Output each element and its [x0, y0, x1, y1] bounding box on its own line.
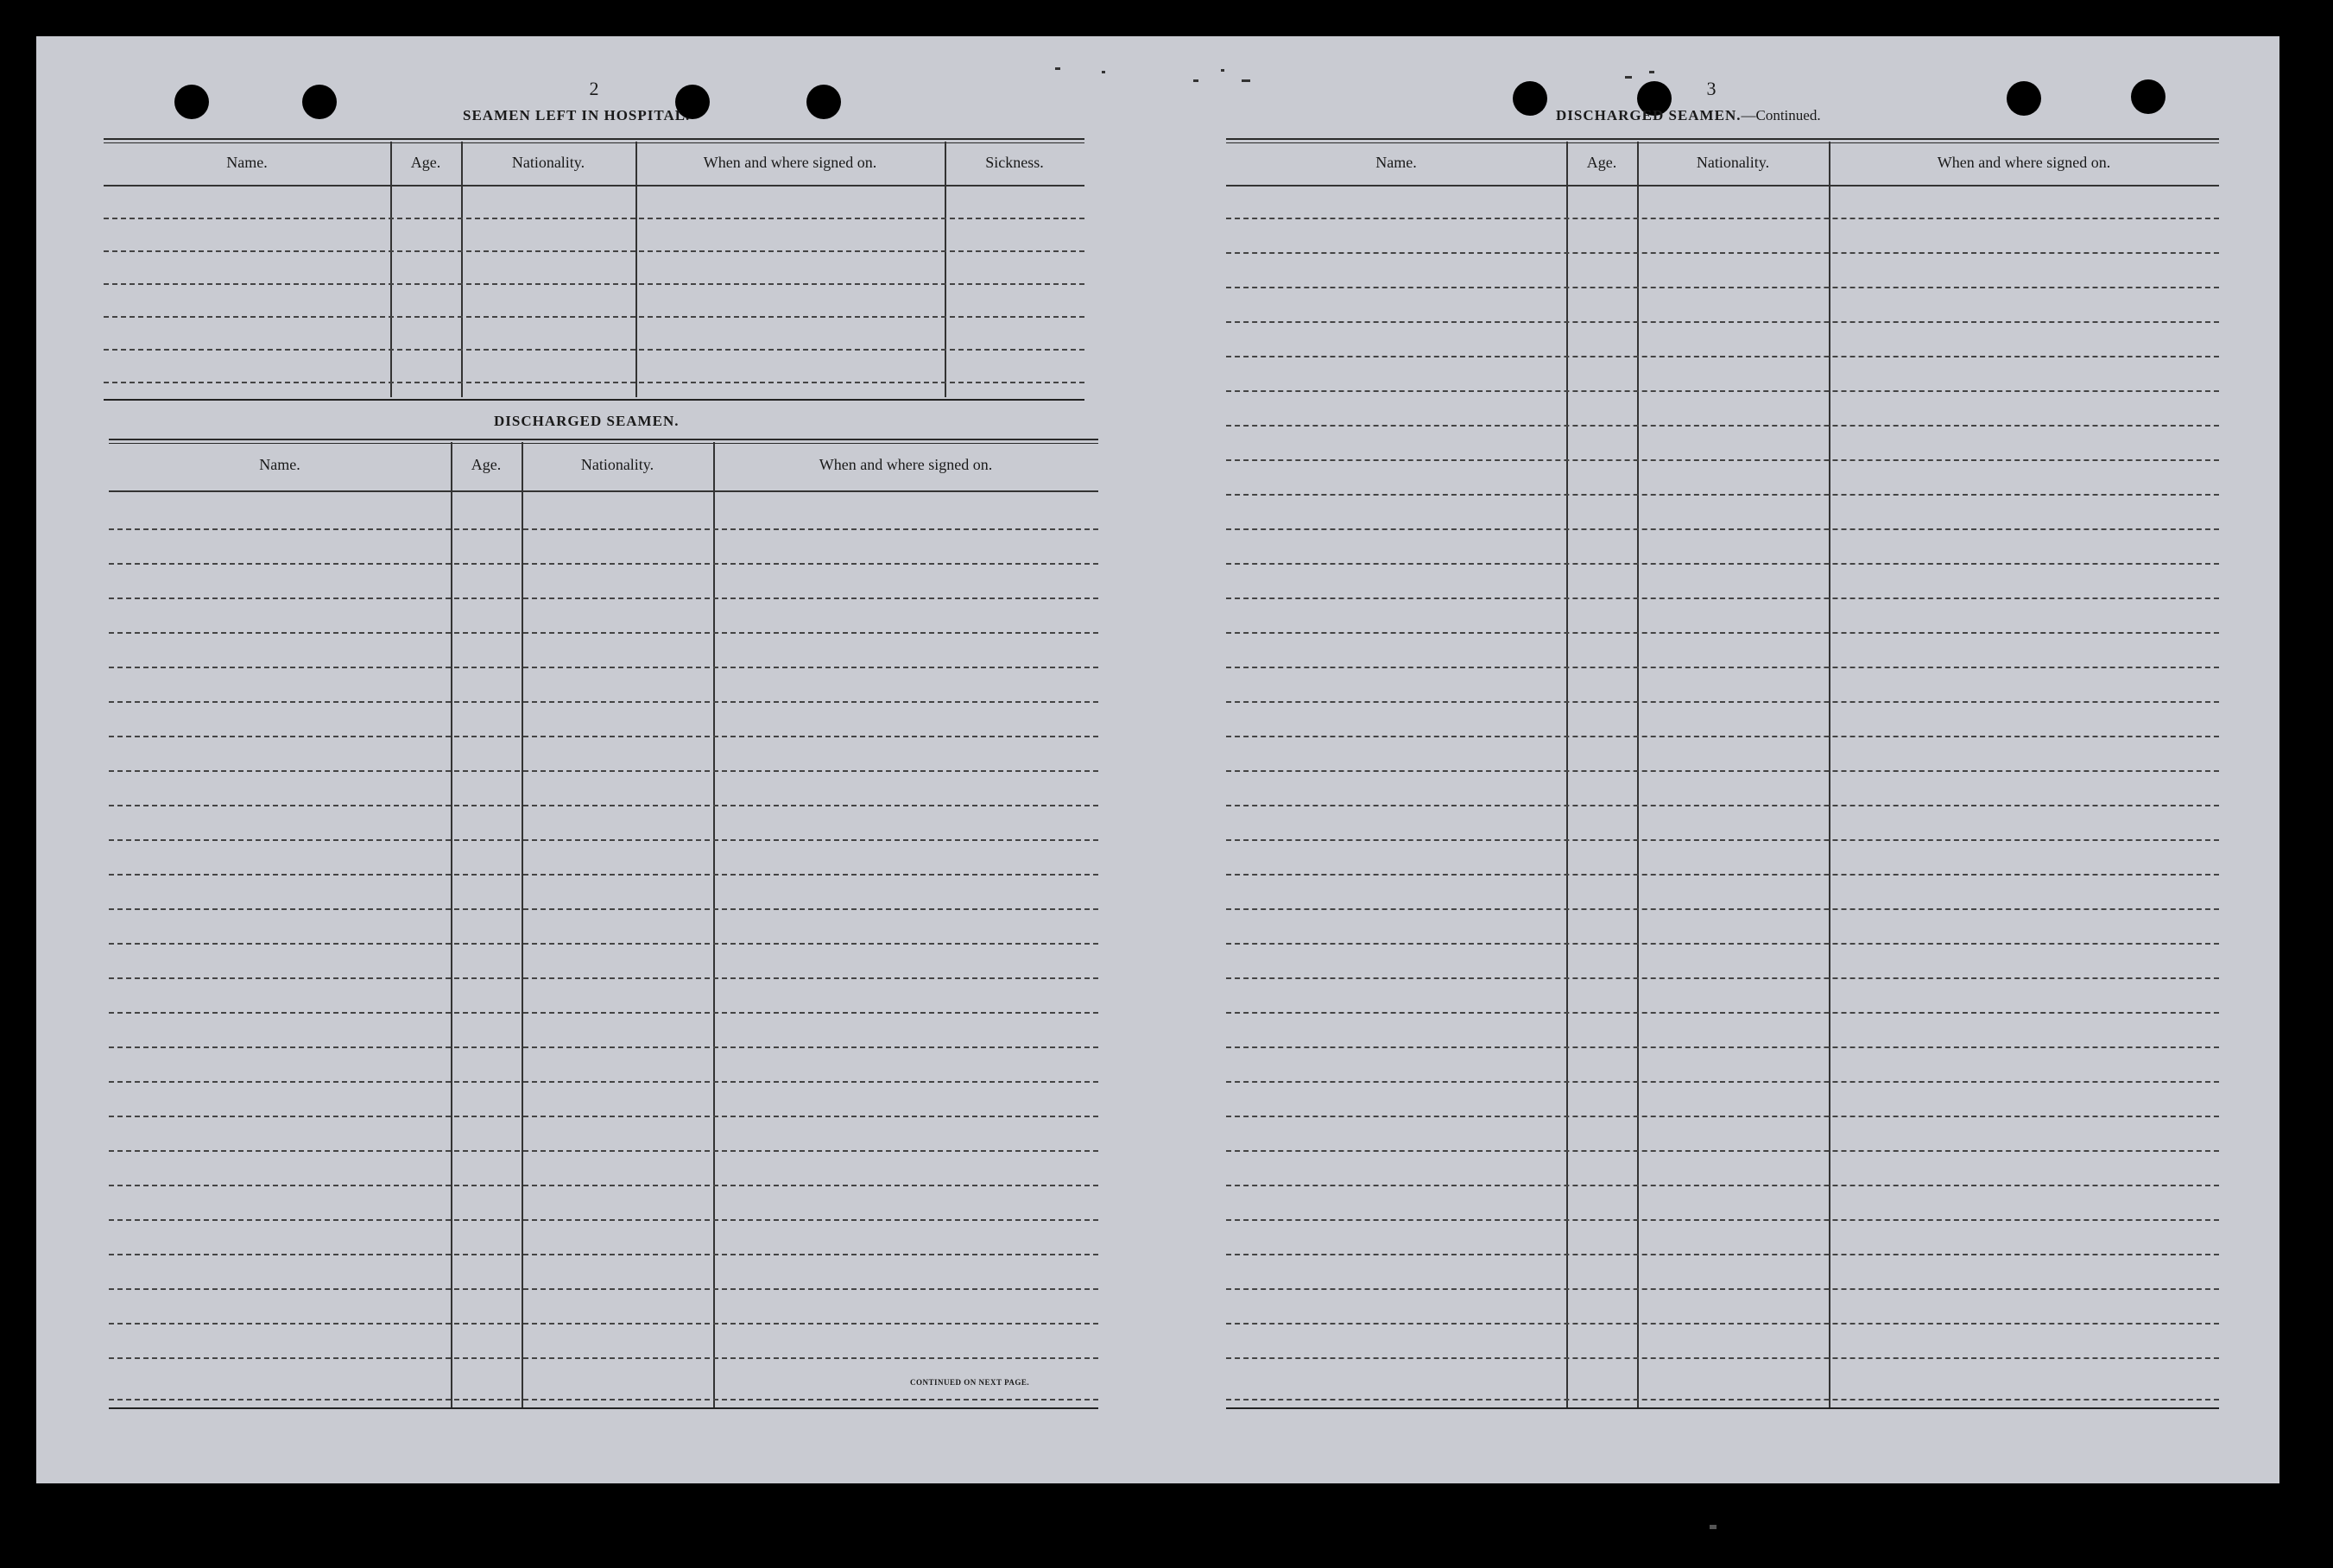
discharged-section-title: DISCHARGED SEAMEN.	[494, 413, 680, 429]
punch-hole	[302, 85, 337, 119]
table-row	[109, 1116, 1098, 1117]
table-row	[109, 736, 1098, 737]
table-row	[104, 218, 1084, 219]
table-row	[1226, 1081, 2219, 1083]
table-row	[109, 977, 1098, 979]
discharged-table-right	[1226, 138, 2219, 1416]
discharged-table-left	[109, 439, 1098, 1416]
table-row	[1226, 943, 2219, 945]
punch-hole	[2007, 81, 2041, 116]
table-row	[1226, 287, 2219, 288]
column-header-nationality: Nationality.	[511, 154, 585, 171]
table-row	[1226, 839, 2219, 841]
punch-hole	[174, 85, 209, 119]
table-row	[1226, 874, 2219, 876]
table-row	[1226, 1399, 2219, 1400]
column-header-age: Age.	[471, 456, 502, 473]
table-row	[1226, 701, 2219, 703]
table-row	[104, 250, 1084, 252]
table-row	[1226, 597, 2219, 599]
table-row	[109, 908, 1098, 910]
table-row	[109, 632, 1098, 634]
table-row	[109, 1254, 1098, 1255]
continued-note: CONTINUED ON NEXT PAGE.	[910, 1378, 1030, 1387]
table-row	[1226, 1116, 2219, 1117]
discharged-continued-title-main: DISCHARGED SEAMEN.	[1556, 107, 1742, 123]
table-row	[109, 770, 1098, 772]
table-row	[109, 667, 1098, 668]
table-row	[109, 805, 1098, 806]
table-row	[109, 874, 1098, 876]
register-sheet	[36, 36, 2279, 1483]
table-row	[1226, 1046, 2219, 1048]
table-row	[109, 1288, 1098, 1290]
table-row	[109, 1323, 1098, 1325]
table-row	[109, 701, 1098, 703]
table-row	[1226, 770, 2219, 772]
table-row	[1226, 805, 2219, 806]
table-row	[109, 1185, 1098, 1186]
column-header-name: Name.	[259, 456, 300, 473]
table-row	[104, 349, 1084, 351]
table-row	[109, 1219, 1098, 1221]
column-header-signed-on: When and where signed on.	[703, 154, 877, 171]
table-row	[109, 1012, 1098, 1014]
table-row	[1226, 494, 2219, 496]
column-header-sickness: Sickness.	[985, 154, 1044, 171]
punch-hole	[2131, 79, 2165, 114]
table-row	[109, 1399, 1098, 1400]
punch-hole	[806, 85, 841, 119]
hospital-section-title: SEAMEN LEFT IN HOSPITAL.	[463, 107, 691, 123]
table-row	[104, 382, 1084, 383]
table-row	[1226, 977, 2219, 979]
table-row	[1226, 1288, 2219, 1290]
column-header-signed-on: When and where signed on.	[1937, 154, 2111, 171]
table-row	[109, 1081, 1098, 1083]
table-row	[104, 316, 1084, 318]
table-row	[1226, 459, 2219, 461]
column-header-signed-on: When and where signed on.	[819, 456, 993, 473]
column-header-nationality: Nationality.	[580, 456, 654, 473]
column-header-age: Age.	[1586, 154, 1617, 171]
table-row	[1226, 736, 2219, 737]
table-row	[109, 943, 1098, 945]
table-row	[1226, 1150, 2219, 1152]
table-row	[109, 1150, 1098, 1152]
table-row	[109, 528, 1098, 530]
table-row	[1226, 356, 2219, 357]
table-row	[1226, 667, 2219, 668]
table-row	[109, 1357, 1098, 1359]
table-row	[1226, 1012, 2219, 1014]
table-row	[1226, 425, 2219, 427]
table-row	[1226, 528, 2219, 530]
table-row	[1226, 218, 2219, 219]
discharged-continued-title	[1556, 107, 1821, 124]
table-row	[1226, 563, 2219, 565]
table-row	[109, 1046, 1098, 1048]
table-row	[104, 283, 1084, 285]
table-row	[109, 563, 1098, 565]
table-row	[1226, 1254, 2219, 1255]
table-row	[1226, 252, 2219, 254]
table-row	[1226, 390, 2219, 392]
column-header-name: Name.	[226, 154, 268, 171]
table-row	[1226, 321, 2219, 323]
table-row	[109, 839, 1098, 841]
column-header-name: Name.	[1375, 154, 1417, 171]
column-header-age: Age.	[410, 154, 441, 171]
table-row	[1226, 908, 2219, 910]
table-row	[1226, 1185, 2219, 1186]
table-row	[109, 597, 1098, 599]
page-number-left: 2	[589, 78, 599, 99]
table-row	[1226, 632, 2219, 634]
table-row	[1226, 1357, 2219, 1359]
discharged-continued-title-suffix: —Continued.	[1741, 107, 1821, 123]
page-number-right: 3	[1706, 78, 1717, 99]
punch-hole	[1513, 81, 1547, 116]
column-header-nationality: Nationality.	[1696, 154, 1770, 171]
table-row	[1226, 1323, 2219, 1325]
table-row	[1226, 1219, 2219, 1221]
hospital-table	[104, 138, 1084, 406]
